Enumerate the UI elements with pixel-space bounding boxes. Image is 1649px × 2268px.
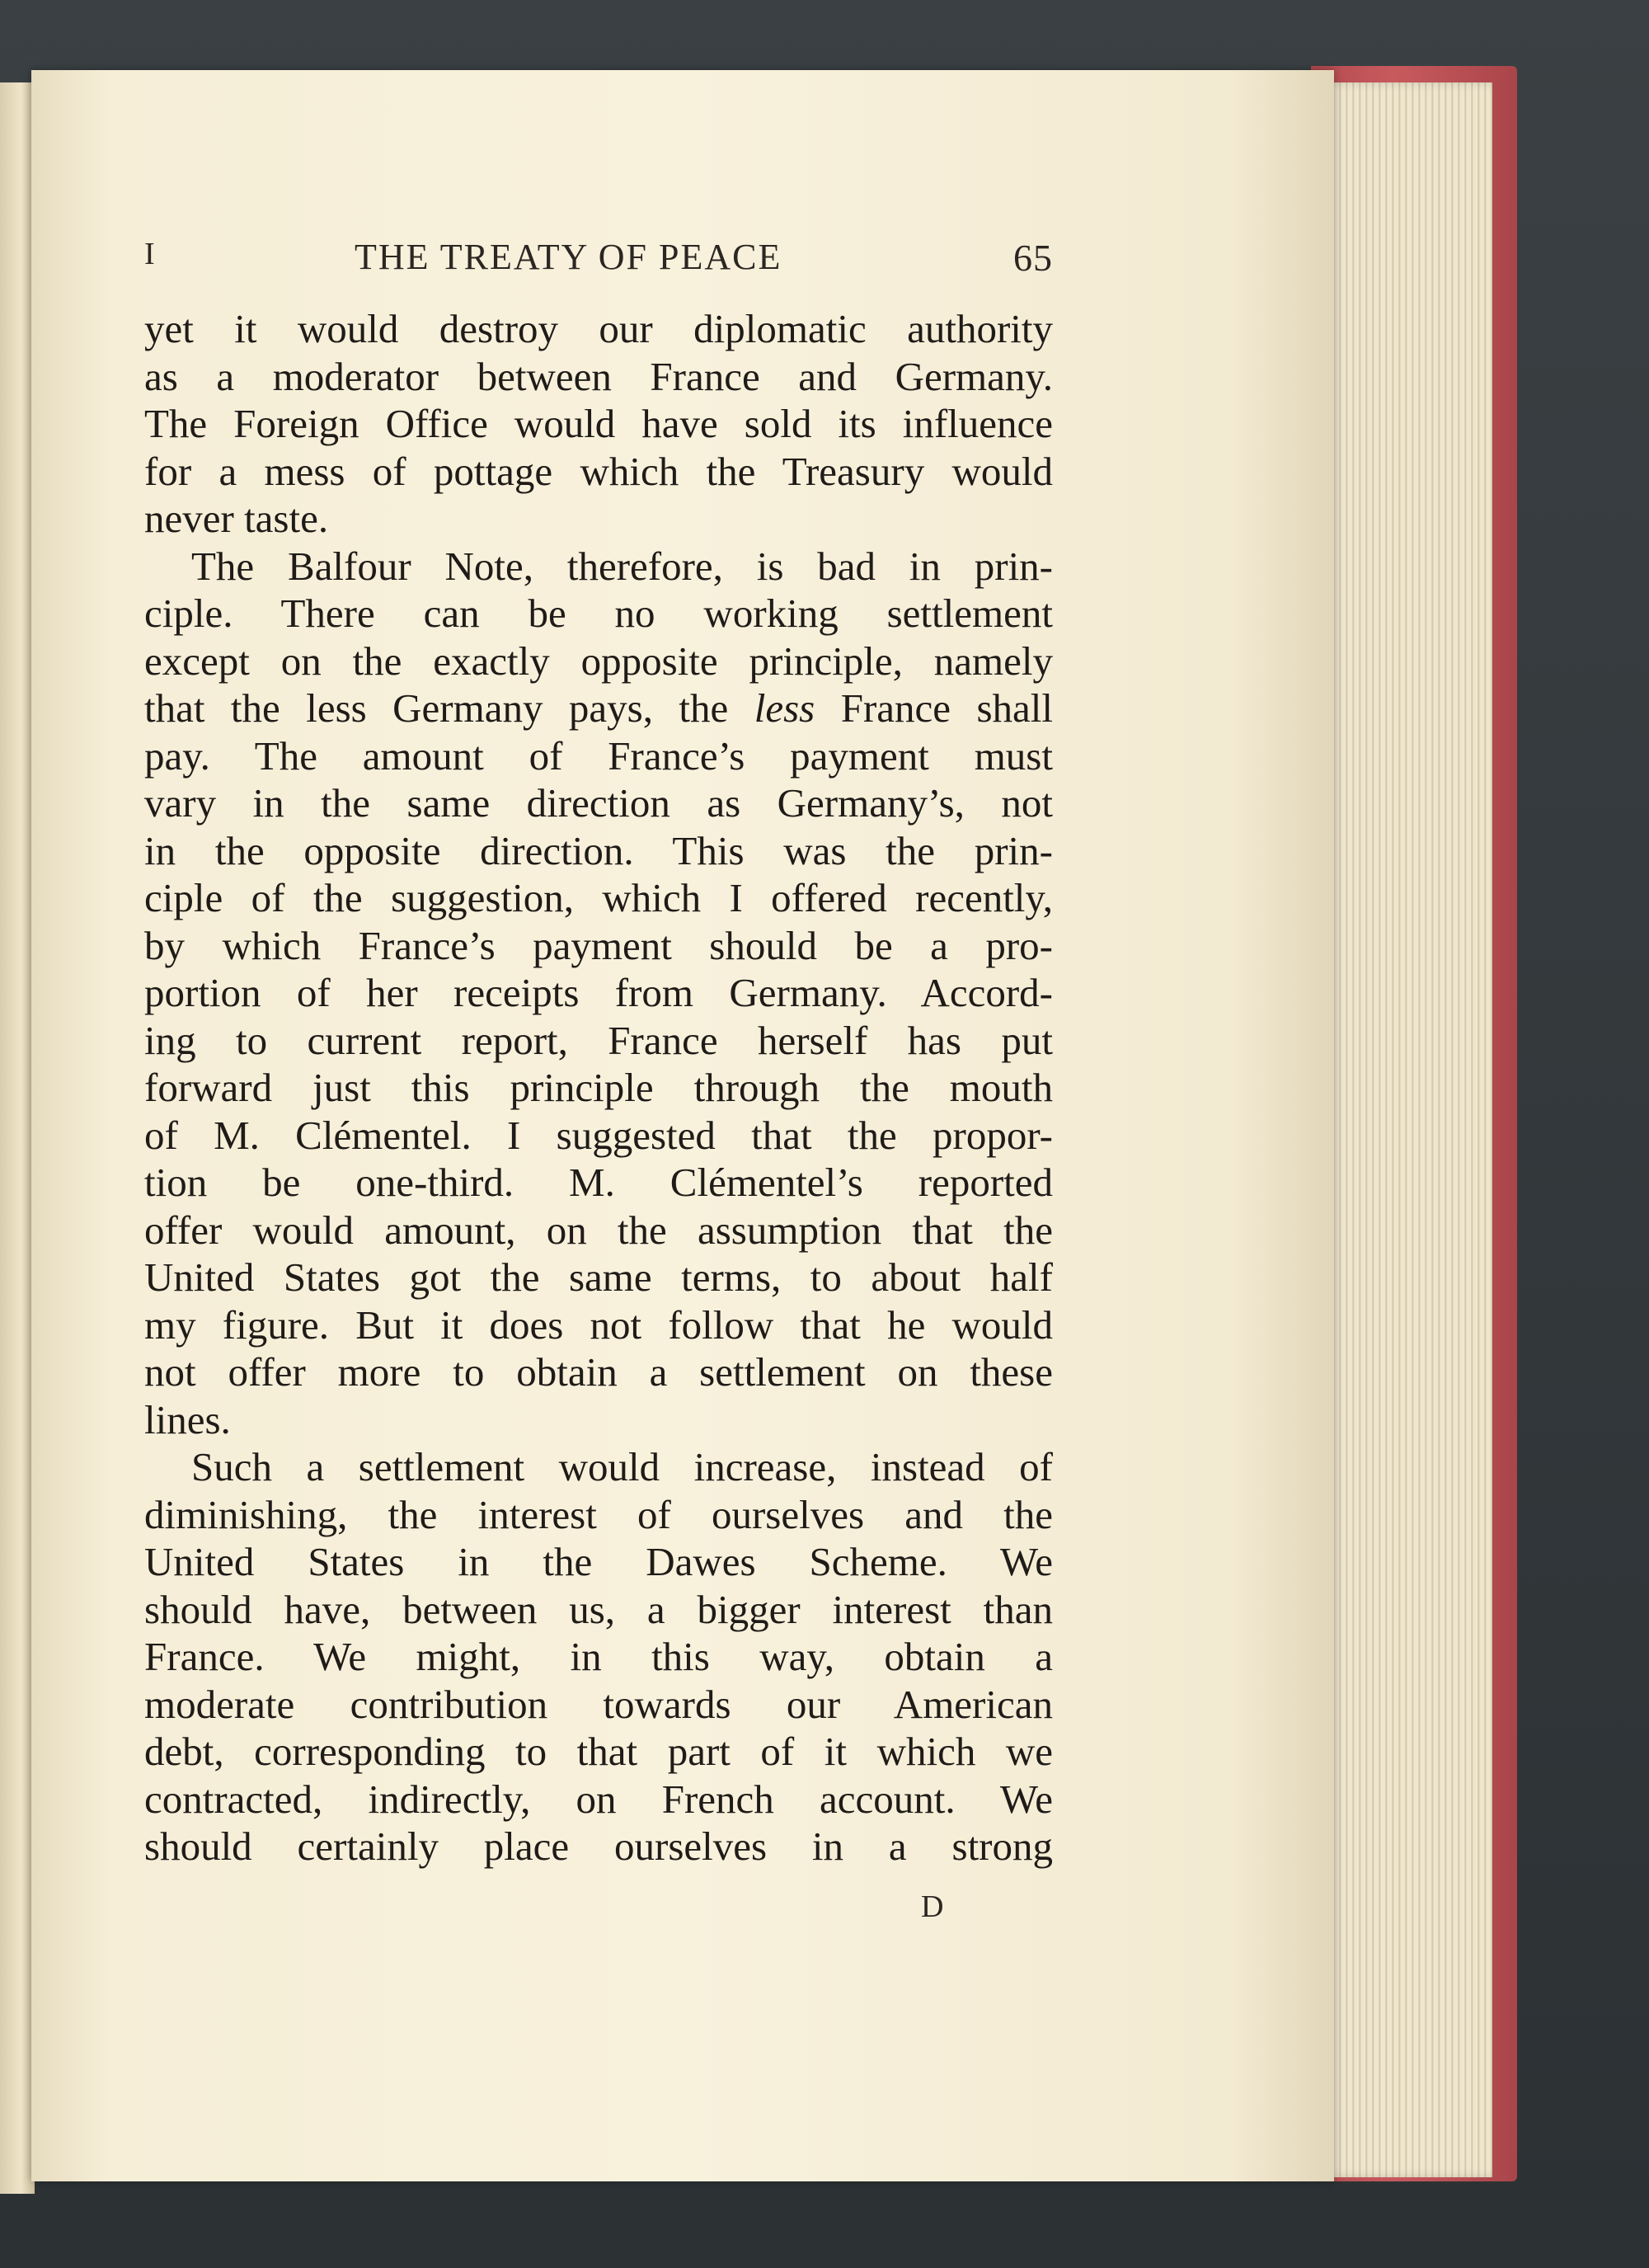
text-line — [144, 1681, 1053, 1729]
text-line — [144, 1443, 1053, 1491]
text-line — [144, 1728, 1053, 1776]
text-line — [144, 1586, 1053, 1634]
text-segment: The Balfour Note, therefore, is bad in prin- — [191, 543, 1053, 589]
text-line — [144, 1017, 1053, 1065]
text-segment: ing to current report, France herself has put — [144, 1017, 1053, 1063]
running-head — [144, 236, 1053, 277]
chapter-numeral: I — [144, 237, 156, 271]
text-segment: of M. Clémentel. I suggested that the propor- — [144, 1112, 1053, 1158]
text-line — [144, 543, 1053, 591]
text-segment: ciple of the suggestion, which I offered recently, — [144, 875, 1053, 920]
text-segment: France. We might, in this way, obtain a — [144, 1634, 1053, 1679]
text-segment: vary in the same direction as Germany’s, not — [144, 780, 1053, 826]
text-segment: lines. — [144, 1396, 231, 1442]
text-line — [144, 1538, 1053, 1586]
text-line — [144, 1207, 1053, 1254]
text-segment: offer would amount, on the assumption that the — [144, 1207, 1053, 1253]
facing-page-edge — [0, 82, 35, 2194]
text-segment: contracted, indirectly, on French account. We — [144, 1776, 1053, 1822]
text-line — [144, 1254, 1053, 1301]
text-line — [144, 874, 1053, 922]
text-line — [144, 495, 1053, 543]
text-line — [144, 1491, 1053, 1539]
text-segment: yet it would destroy our diplomatic authority — [144, 306, 1053, 351]
text-segment: United States got the same terms, to about half — [144, 1254, 1053, 1300]
italic-word: less — [754, 685, 815, 731]
text-segment: France shall — [815, 685, 1053, 731]
text-segment: should certainly place ourselves in a strong — [144, 1823, 1053, 1869]
text-segment: forward just this principle through the mouth — [144, 1065, 1053, 1110]
text-line — [144, 1633, 1053, 1681]
text-line — [144, 685, 1053, 732]
text-segment: moderate contribution towards our American — [144, 1681, 1053, 1727]
text-segment: pay. The amount of France’s payment must — [144, 732, 1053, 779]
text-line — [144, 400, 1053, 448]
text-segment: by which France’s payment should be a pro- — [144, 922, 1053, 968]
text-segment: should have, between us, a bigger interest than — [144, 1586, 1053, 1632]
text-line — [144, 1064, 1053, 1112]
text-line — [144, 1776, 1053, 1823]
text-line — [144, 305, 1053, 353]
page-number: 65 — [1013, 237, 1053, 279]
text-segment: never taste. — [144, 496, 329, 541]
text-segment: except on the exactly opposite principle, namely — [144, 638, 1053, 684]
text-segment: Such a settlement would increase, instead of — [191, 1444, 1053, 1489]
text-line — [144, 1159, 1053, 1207]
text-line — [144, 1112, 1053, 1160]
text-segment: not offer more to obtain a settlement on these — [144, 1349, 1053, 1395]
text-line — [144, 732, 1053, 780]
text-line — [144, 969, 1053, 1017]
text-segment: my figure. But it does not follow that he would — [144, 1301, 1053, 1348]
text-line — [144, 1823, 1053, 1870]
text-line — [144, 1301, 1053, 1349]
page-block-edges — [1315, 82, 1492, 2177]
text-line — [144, 827, 1053, 875]
text-segment: as a moderator between France and Germany. — [144, 353, 1053, 399]
text-segment: for a mess of pottage which the Treasury would — [144, 448, 1053, 494]
text-segment: in the opposite direction. This was the prin- — [144, 827, 1053, 873]
text-line — [144, 638, 1053, 685]
running-title: THE TREATY OF PEACE — [355, 237, 782, 277]
text-line — [144, 590, 1053, 638]
text-segment: debt, corresponding to that part of it which we — [144, 1729, 1053, 1774]
text-segment: that the less Germany pays, the — [144, 685, 754, 731]
text-line — [144, 353, 1053, 401]
text-segment: United States in the Dawes Scheme. We — [144, 1539, 1053, 1584]
text-segment: portion of her receipts from Germany. Accord- — [144, 970, 1053, 1015]
text-segment: diminishing, the interest of ourselves and the — [144, 1491, 1053, 1537]
text-line — [144, 1396, 1053, 1444]
text-line — [144, 448, 1053, 496]
text-segment: tion be one-third. M. Clémentel’s reported — [144, 1160, 1053, 1205]
body-text — [144, 305, 1053, 1870]
signature-mark: D — [921, 1889, 945, 1924]
text-segment: The Foreign Office would have sold its influence — [144, 401, 1053, 446]
text-line — [144, 1348, 1053, 1396]
text-line — [144, 922, 1053, 970]
text-line — [144, 779, 1053, 827]
text-segment: ciple. There can be no working settlement — [144, 591, 1053, 636]
